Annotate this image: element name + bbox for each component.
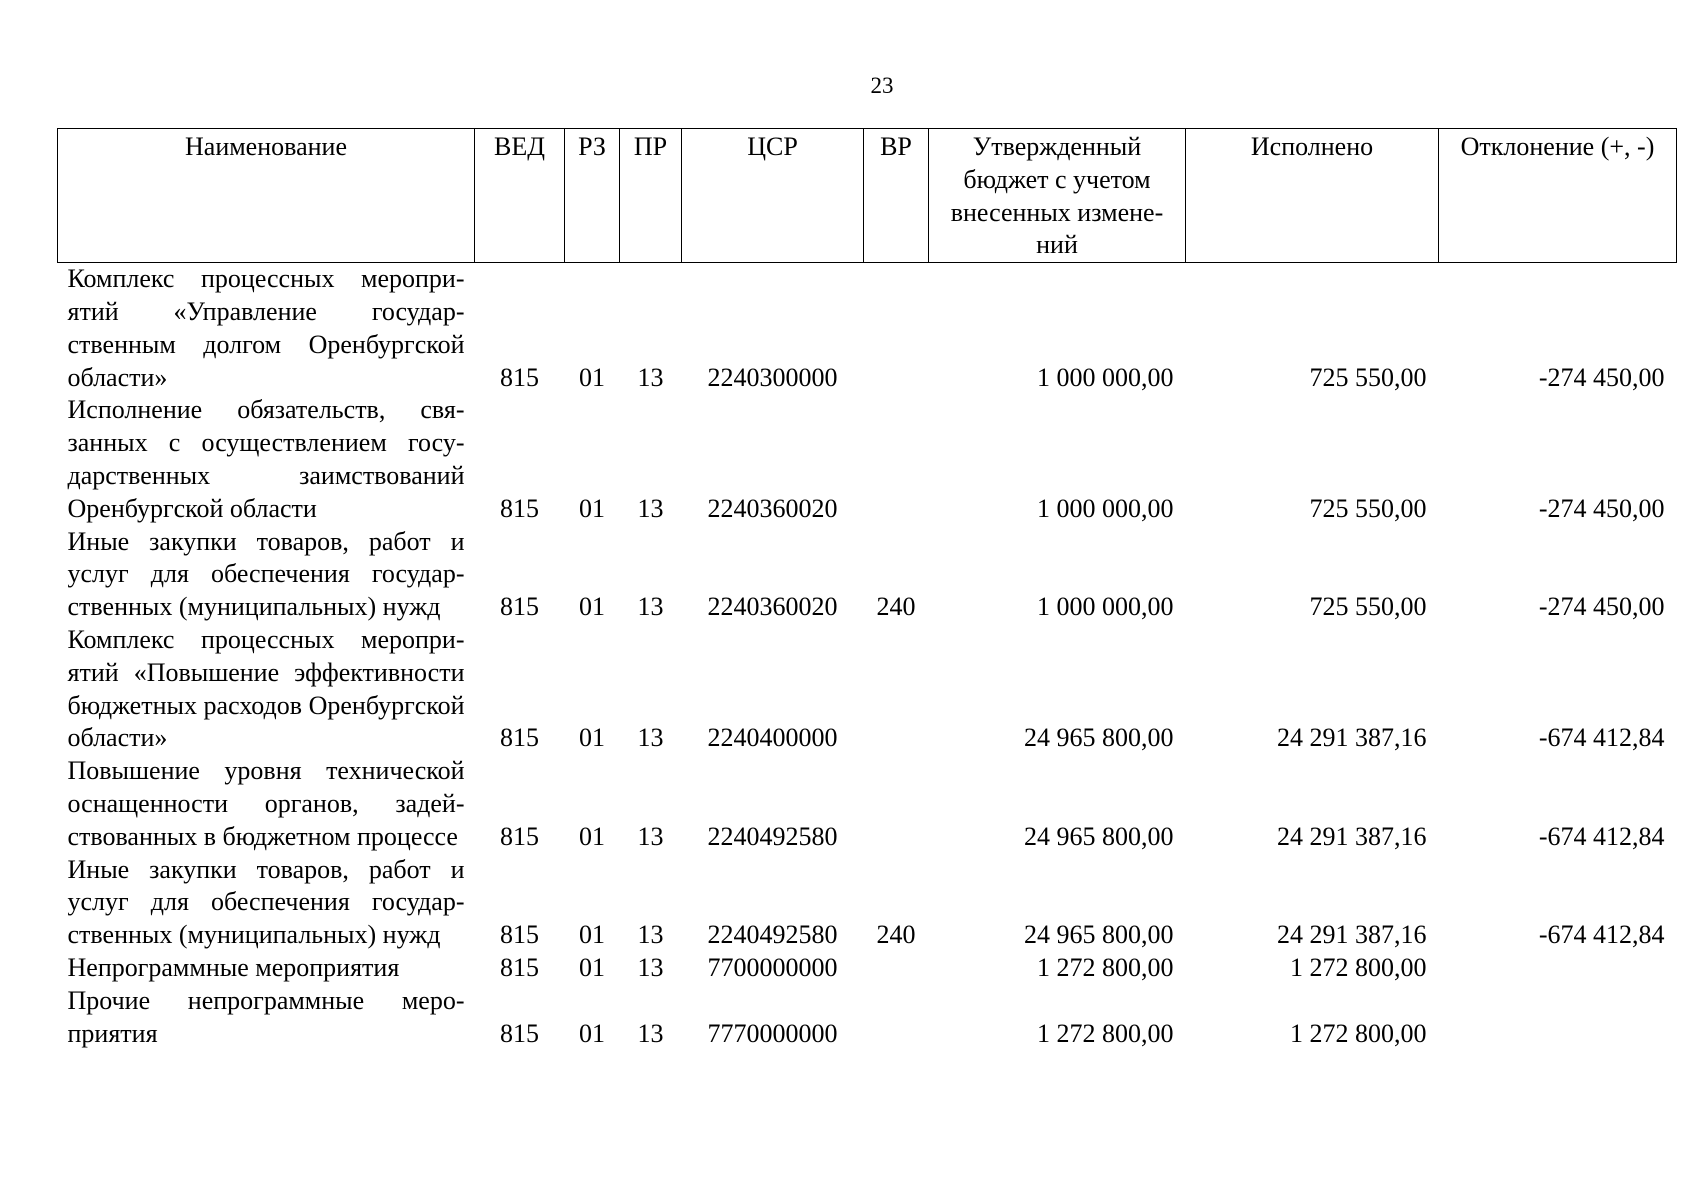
row-deviation: -674 412,84	[1538, 920, 1665, 950]
header-deviation: Отклонение (+, -)	[1439, 129, 1677, 263]
row-rz: 01	[579, 920, 605, 950]
row-executed: 725 550,00	[1309, 493, 1427, 523]
page-number: 23	[870, 73, 894, 98]
row-ved: 815	[500, 952, 539, 982]
row-vr	[864, 624, 929, 755]
row-approved: 1 000 000,00	[1037, 362, 1174, 392]
row-name: Прочие непрограммные мероприятия	[67, 985, 465, 1048]
row-pr: 13	[637, 920, 664, 950]
budget-execution-table	[57, 128, 1677, 1050]
row-rz: 01	[579, 952, 605, 982]
row-deviation: -674 412,84	[1538, 723, 1665, 753]
row-rz: 01	[579, 592, 605, 622]
row-executed: 24 291 387,16	[1277, 723, 1427, 753]
row-csr: 7700000000	[707, 952, 838, 982]
row-pr: 13	[637, 952, 664, 982]
row-pr: 13	[637, 493, 664, 523]
row-approved: 1 000 000,00	[1037, 592, 1174, 622]
row-csr: 2240492580	[707, 821, 838, 851]
row-vr	[864, 952, 929, 985]
row-csr: 7770000000	[707, 1018, 838, 1048]
row-approved: 24 965 800,00	[1024, 723, 1174, 753]
row-approved: 24 965 800,00	[1024, 920, 1174, 950]
row-pr: 13	[637, 592, 664, 622]
header-name: Наименование	[58, 129, 475, 263]
row-name: Комплекс процессных мероприятий «Повышение эффективности бюджетных расходов Оренбургской области»	[67, 624, 465, 753]
table-row	[58, 526, 1677, 624]
row-vr	[864, 755, 929, 853]
row-csr: 2240360020	[707, 493, 838, 523]
header-rz: РЗ	[565, 129, 620, 263]
row-csr: 2240492580	[707, 920, 838, 950]
row-rz: 01	[579, 723, 605, 753]
row-deviation: -274 450,00	[1538, 493, 1665, 523]
header-ved: ВЕД	[475, 129, 565, 263]
row-deviation	[1439, 985, 1677, 1051]
header-pr: ПР	[620, 129, 682, 263]
row-ved: 815	[500, 493, 539, 523]
table-header	[58, 129, 1677, 263]
row-ved: 815	[500, 723, 539, 753]
header-approved-budget: Утвержденный бюджет с учетом внесенных изменений	[929, 129, 1186, 263]
row-name: Повышение уровня технической оснащенности органов, задействованных в бюджетном процессе	[67, 756, 465, 851]
row-approved: 24 965 800,00	[1024, 821, 1174, 851]
row-name: Комплекс процессных мероприятий «Управление государственным долгом Оренбургской области»	[67, 264, 465, 392]
row-executed: 725 550,00	[1309, 592, 1427, 622]
row-approved: 1 272 800,00	[1037, 1018, 1174, 1048]
row-approved: 1 272 800,00	[1037, 952, 1174, 982]
row-executed: 24 291 387,16	[1277, 821, 1427, 851]
row-rz: 01	[579, 821, 605, 851]
row-vr: 240	[876, 920, 916, 950]
row-name: Иные закупки товаров, работ и услуг для обеспечения государственных (муниципальных) нужд	[67, 526, 465, 622]
row-ved: 815	[500, 592, 539, 622]
row-rz: 01	[579, 362, 605, 392]
row-vr: 240	[876, 592, 916, 622]
row-vr	[864, 394, 929, 525]
row-pr: 13	[637, 821, 664, 851]
table-row	[58, 985, 1677, 1051]
row-pr: 13	[637, 723, 664, 753]
row-ved: 815	[500, 362, 539, 392]
row-deviation	[1439, 952, 1677, 985]
row-approved: 1 000 000,00	[1037, 493, 1174, 523]
table-row	[58, 854, 1677, 952]
row-pr: 13	[637, 362, 664, 392]
header-executed: Исполнено	[1186, 129, 1439, 263]
row-deviation: -274 450,00	[1538, 592, 1665, 622]
table-body	[58, 263, 1677, 1051]
row-name: Иные закупки товаров, работ и услуг для обеспечения государственных (муниципальных) нужд	[67, 854, 465, 950]
row-vr	[864, 263, 929, 395]
table-row	[58, 624, 1677, 755]
row-executed: 24 291 387,16	[1277, 920, 1427, 950]
row-csr: 2240400000	[707, 723, 838, 753]
header-row	[58, 129, 1677, 263]
row-csr: 2240360020	[707, 592, 838, 622]
row-ved: 815	[500, 821, 539, 851]
row-ved: 815	[500, 1018, 539, 1048]
row-rz: 01	[579, 493, 605, 523]
row-deviation: -274 450,00	[1538, 362, 1665, 392]
row-pr: 13	[637, 1018, 664, 1048]
row-deviation: -674 412,84	[1538, 821, 1665, 851]
table-row	[58, 755, 1677, 853]
row-ved: 815	[500, 920, 539, 950]
row-name: Исполнение обязательств, связанных с осуществлением государственных заимствований Оренбургской области	[67, 395, 465, 523]
row-executed: 1 272 800,00	[1290, 1018, 1427, 1048]
header-csr: ЦСР	[682, 129, 864, 263]
row-rz: 01	[579, 1018, 605, 1048]
row-name: Непрограммные мероприятия	[67, 952, 400, 982]
header-vr: ВР	[864, 129, 929, 263]
row-executed: 725 550,00	[1309, 362, 1427, 392]
row-vr	[864, 985, 929, 1051]
row-csr: 2240300000	[707, 362, 838, 392]
table-row	[58, 263, 1677, 395]
table-row	[58, 394, 1677, 525]
row-executed: 1 272 800,00	[1290, 952, 1427, 982]
table-row	[58, 952, 1677, 985]
